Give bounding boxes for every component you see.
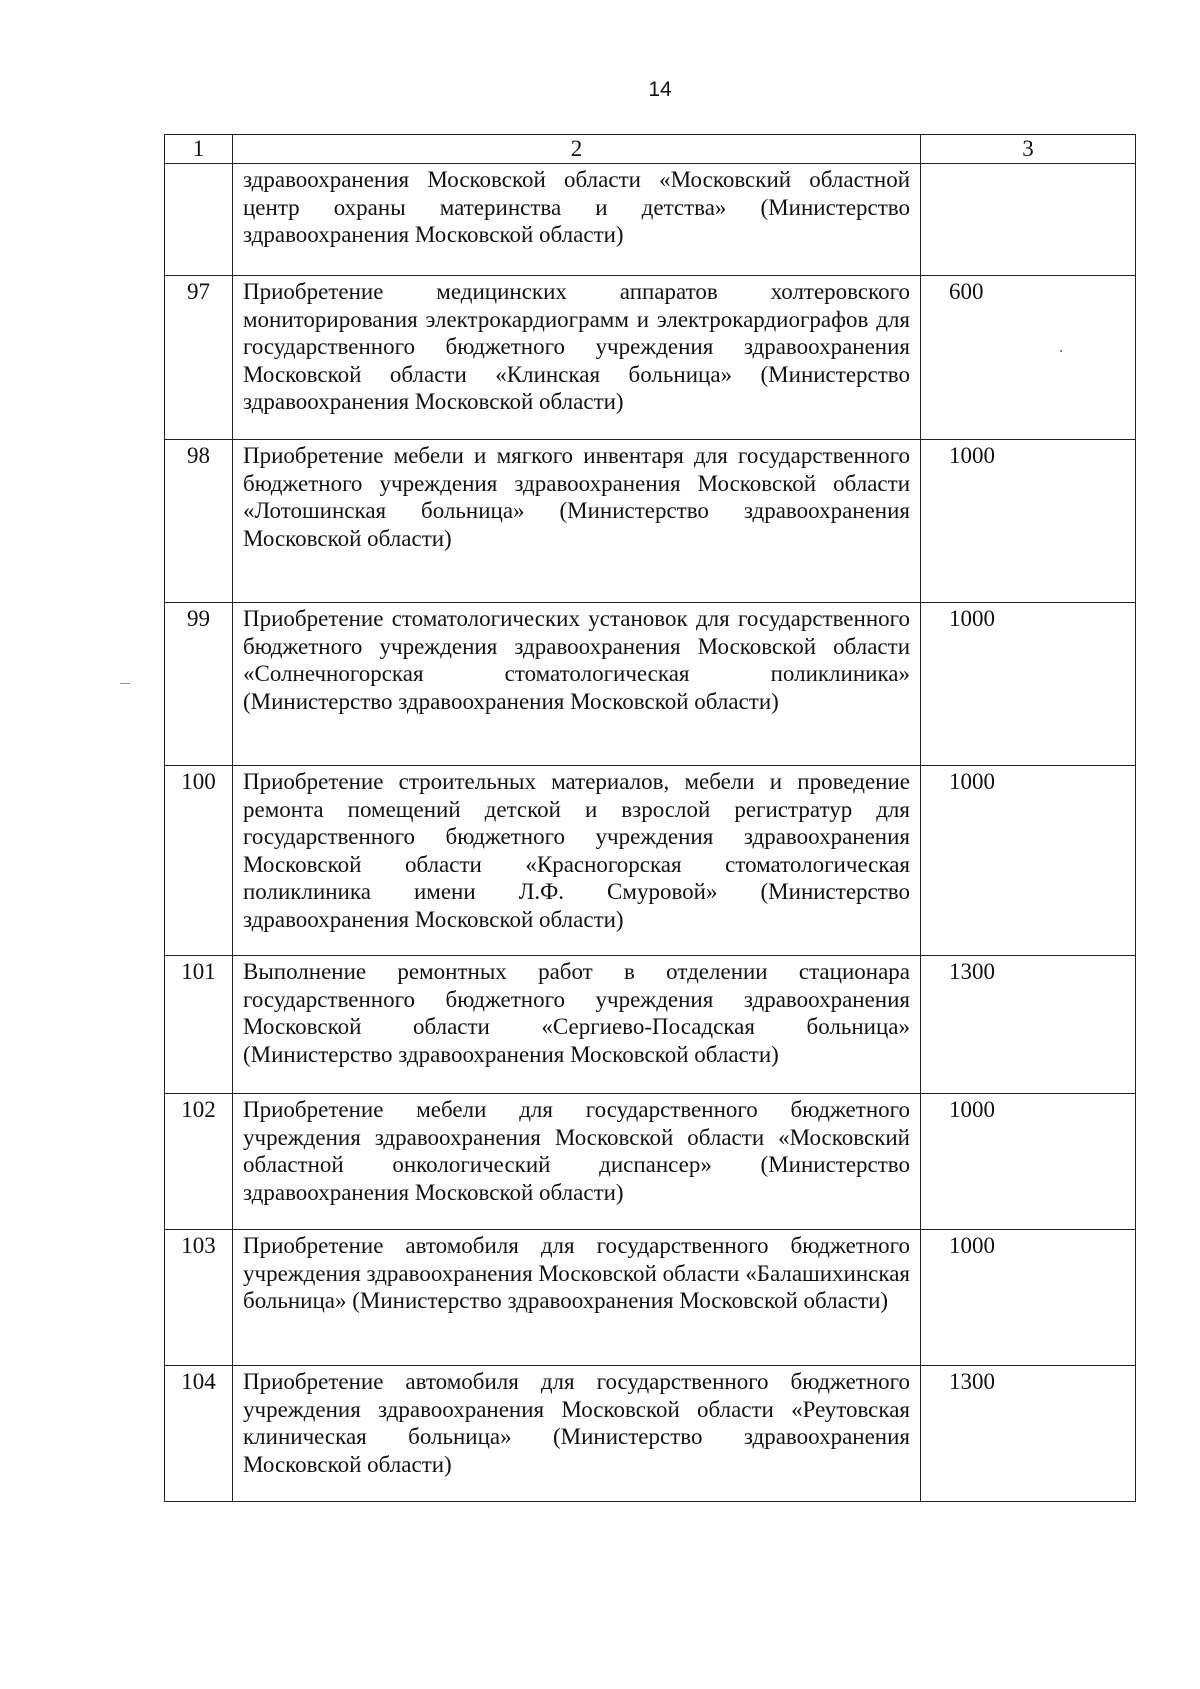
row-amount: 1000 — [921, 1094, 1136, 1230]
row-number — [165, 164, 233, 276]
table-row — [165, 1094, 1136, 1230]
header-col-1: 1 — [165, 135, 233, 164]
row-number: 97 — [165, 276, 233, 440]
scan-artifact-dot — [1060, 350, 1062, 352]
row-description: Приобретение строительных материалов, мебели и проведение ремонта помещений детской и взрослой регистратур для государственного бюджетного учреждения здравоохранения Московской области «Красногорская стоматологическая поликлиника имени Л.Ф. Смуровой» (Министерство здравоохранения Московской области) — [233, 766, 921, 956]
row-amount: 1000 — [921, 766, 1136, 956]
scan-artifact-mark — [120, 683, 130, 684]
row-amount: 600 — [921, 276, 1136, 440]
row-description: Приобретение медицинских аппаратов холтеровского мониторирования электрокардиограмм и электрокардиографов для государственного бюджетного учреждения здравоохранения Московской области «Клинская больница» (Министерство здравоохранения Московской области) — [233, 276, 921, 440]
header-col-2: 2 — [233, 135, 921, 164]
row-amount: 1000 — [921, 603, 1136, 766]
table-row — [165, 766, 1136, 956]
row-description: Приобретение автомобиля для государственного бюджетного учреждения здравоохранения Московской области «Реутовская клиническая больница» (Министерство здравоохранения Московской области) — [233, 1366, 921, 1502]
table-row — [165, 164, 1136, 276]
row-description: Приобретение стоматологических установок для государственного бюджетного учреждения здравоохранения Московской области «Солнечногорская стоматологическая поликлиника» (Министерство здравоохранения Московской области) — [233, 603, 921, 766]
row-description: здравоохранения Московской области «Московский областной центр охраны материнства и детства» (Министерство здравоохранения Московской области) — [233, 164, 921, 276]
row-description: Приобретение мебели и мягкого инвентаря для государственного бюджетного учреждения здравоохранения Московской области «Лотошинская больница» (Министерство здравоохранения Московской области) — [233, 440, 921, 603]
row-number: 98 — [165, 440, 233, 603]
table-row — [165, 956, 1136, 1094]
header-col-3: 3 — [921, 135, 1136, 164]
row-number: 101 — [165, 956, 233, 1094]
table-row — [165, 440, 1136, 603]
row-description: Приобретение автомобиля для государственного бюджетного учреждения здравоохранения Московской области «Балашихинская больница» (Министерство здравоохранения Московской области) — [233, 1230, 921, 1366]
table-row — [165, 603, 1136, 766]
row-amount — [921, 164, 1136, 276]
row-number: 100 — [165, 766, 233, 956]
row-amount: 1000 — [921, 440, 1136, 603]
row-amount: 1000 — [921, 1230, 1136, 1366]
table-row — [165, 1230, 1136, 1366]
row-amount: 1300 — [921, 956, 1136, 1094]
table-header-row — [165, 135, 1136, 164]
table-row — [165, 1366, 1136, 1502]
row-number: 104 — [165, 1366, 233, 1502]
funding-table — [164, 134, 1136, 1502]
page-number: 14 — [648, 78, 672, 101]
table-row — [165, 276, 1136, 440]
row-description: Приобретение мебели для государственного бюджетного учреждения здравоохранения Московской области «Московский областной онкологический диспансер» (Министерство здравоохранения Московской области) — [233, 1094, 921, 1230]
row-number: 99 — [165, 603, 233, 766]
row-number: 103 — [165, 1230, 233, 1366]
row-amount: 1300 — [921, 1366, 1136, 1502]
row-description: Выполнение ремонтных работ в отделении стационара государственного бюджетного учреждения здравоохранения Московской области «Сергиево-Посадская больница» (Министерство здравоохранения Московской области) — [233, 956, 921, 1094]
row-number: 102 — [165, 1094, 233, 1230]
